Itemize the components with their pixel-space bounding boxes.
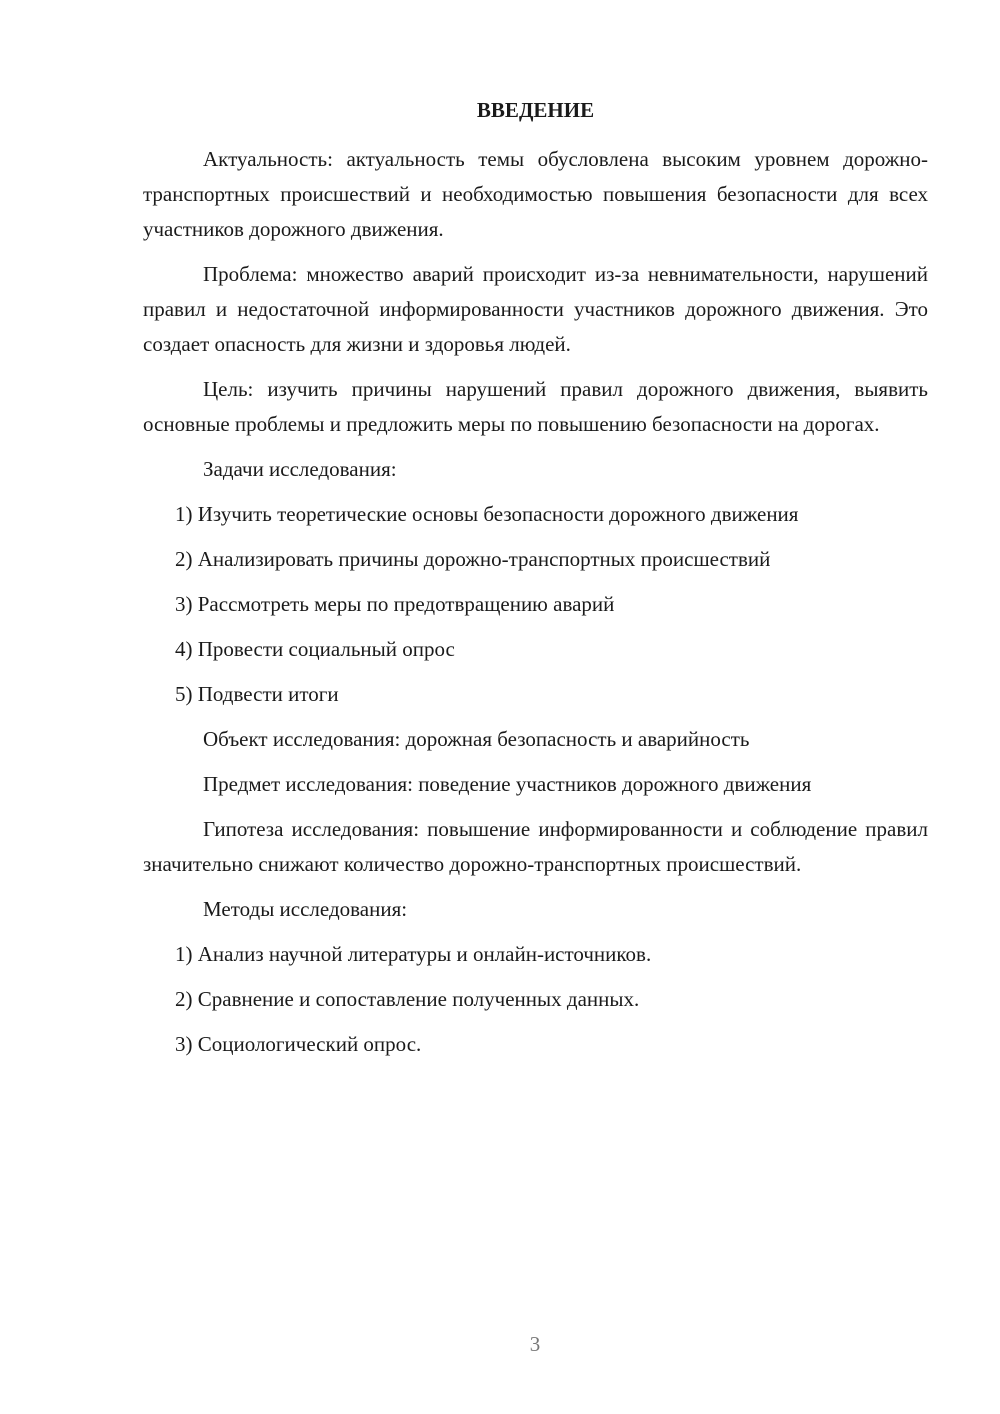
method-item-2: 2) Сравнение и сопоставление полученных данных. (175, 987, 640, 1011)
page-number: 3 (529, 1332, 541, 1356)
object-line: Объект исследования: дорожная безопасность и аварийность (203, 727, 750, 751)
task-item-3: 3) Рассмотреть меры по предотвращению аварий (175, 592, 615, 616)
problem-paragraph: Проблема: множество аварий происходит из-за невнимательности, нарушений правил и недостаточной информированности участников дорожного движения. Это создает опасность для жизни и здоровья людей. (143, 262, 928, 356)
task-item-4: 4) Провести социальный опрос (175, 637, 455, 661)
page-content (143, 95, 928, 1072)
task-item-2: 2) Анализировать причины дорожно-транспортных происшествий (175, 547, 771, 571)
task-item-1: 1) Изучить теоретические основы безопасности дорожного движения (175, 502, 799, 526)
section-heading: ВВЕДЕНИЕ (476, 98, 595, 122)
method-item-1: 1) Анализ научной литературы и онлайн-источников. (175, 942, 652, 966)
tasks-title: Задачи исследования: (203, 457, 397, 481)
relevance-paragraph: Актуальность: актуальность темы обусловлена высоким уровнем дорожно-транспортных происшествий и необходимостью повышения безопасности для всех участников дорожного движения. (143, 147, 928, 241)
subject-line: Предмет исследования: поведение участников дорожного движения (203, 772, 812, 796)
method-item-3: 3) Социологический опрос. (175, 1032, 422, 1056)
goal-paragraph: Цель: изучить причины нарушений правил дорожного движения, выявить основные проблемы и предложить меры по повышению безопасности на дорогах. (143, 377, 928, 436)
hypothesis-paragraph: Гипотеза исследования: повышение информированности и соблюдение правил значительно снижают количество дорожно-транспортных происшествий. (143, 817, 928, 876)
task-item-5: 5) Подвести итоги (175, 682, 339, 706)
methods-title: Методы исследования: (203, 897, 408, 921)
